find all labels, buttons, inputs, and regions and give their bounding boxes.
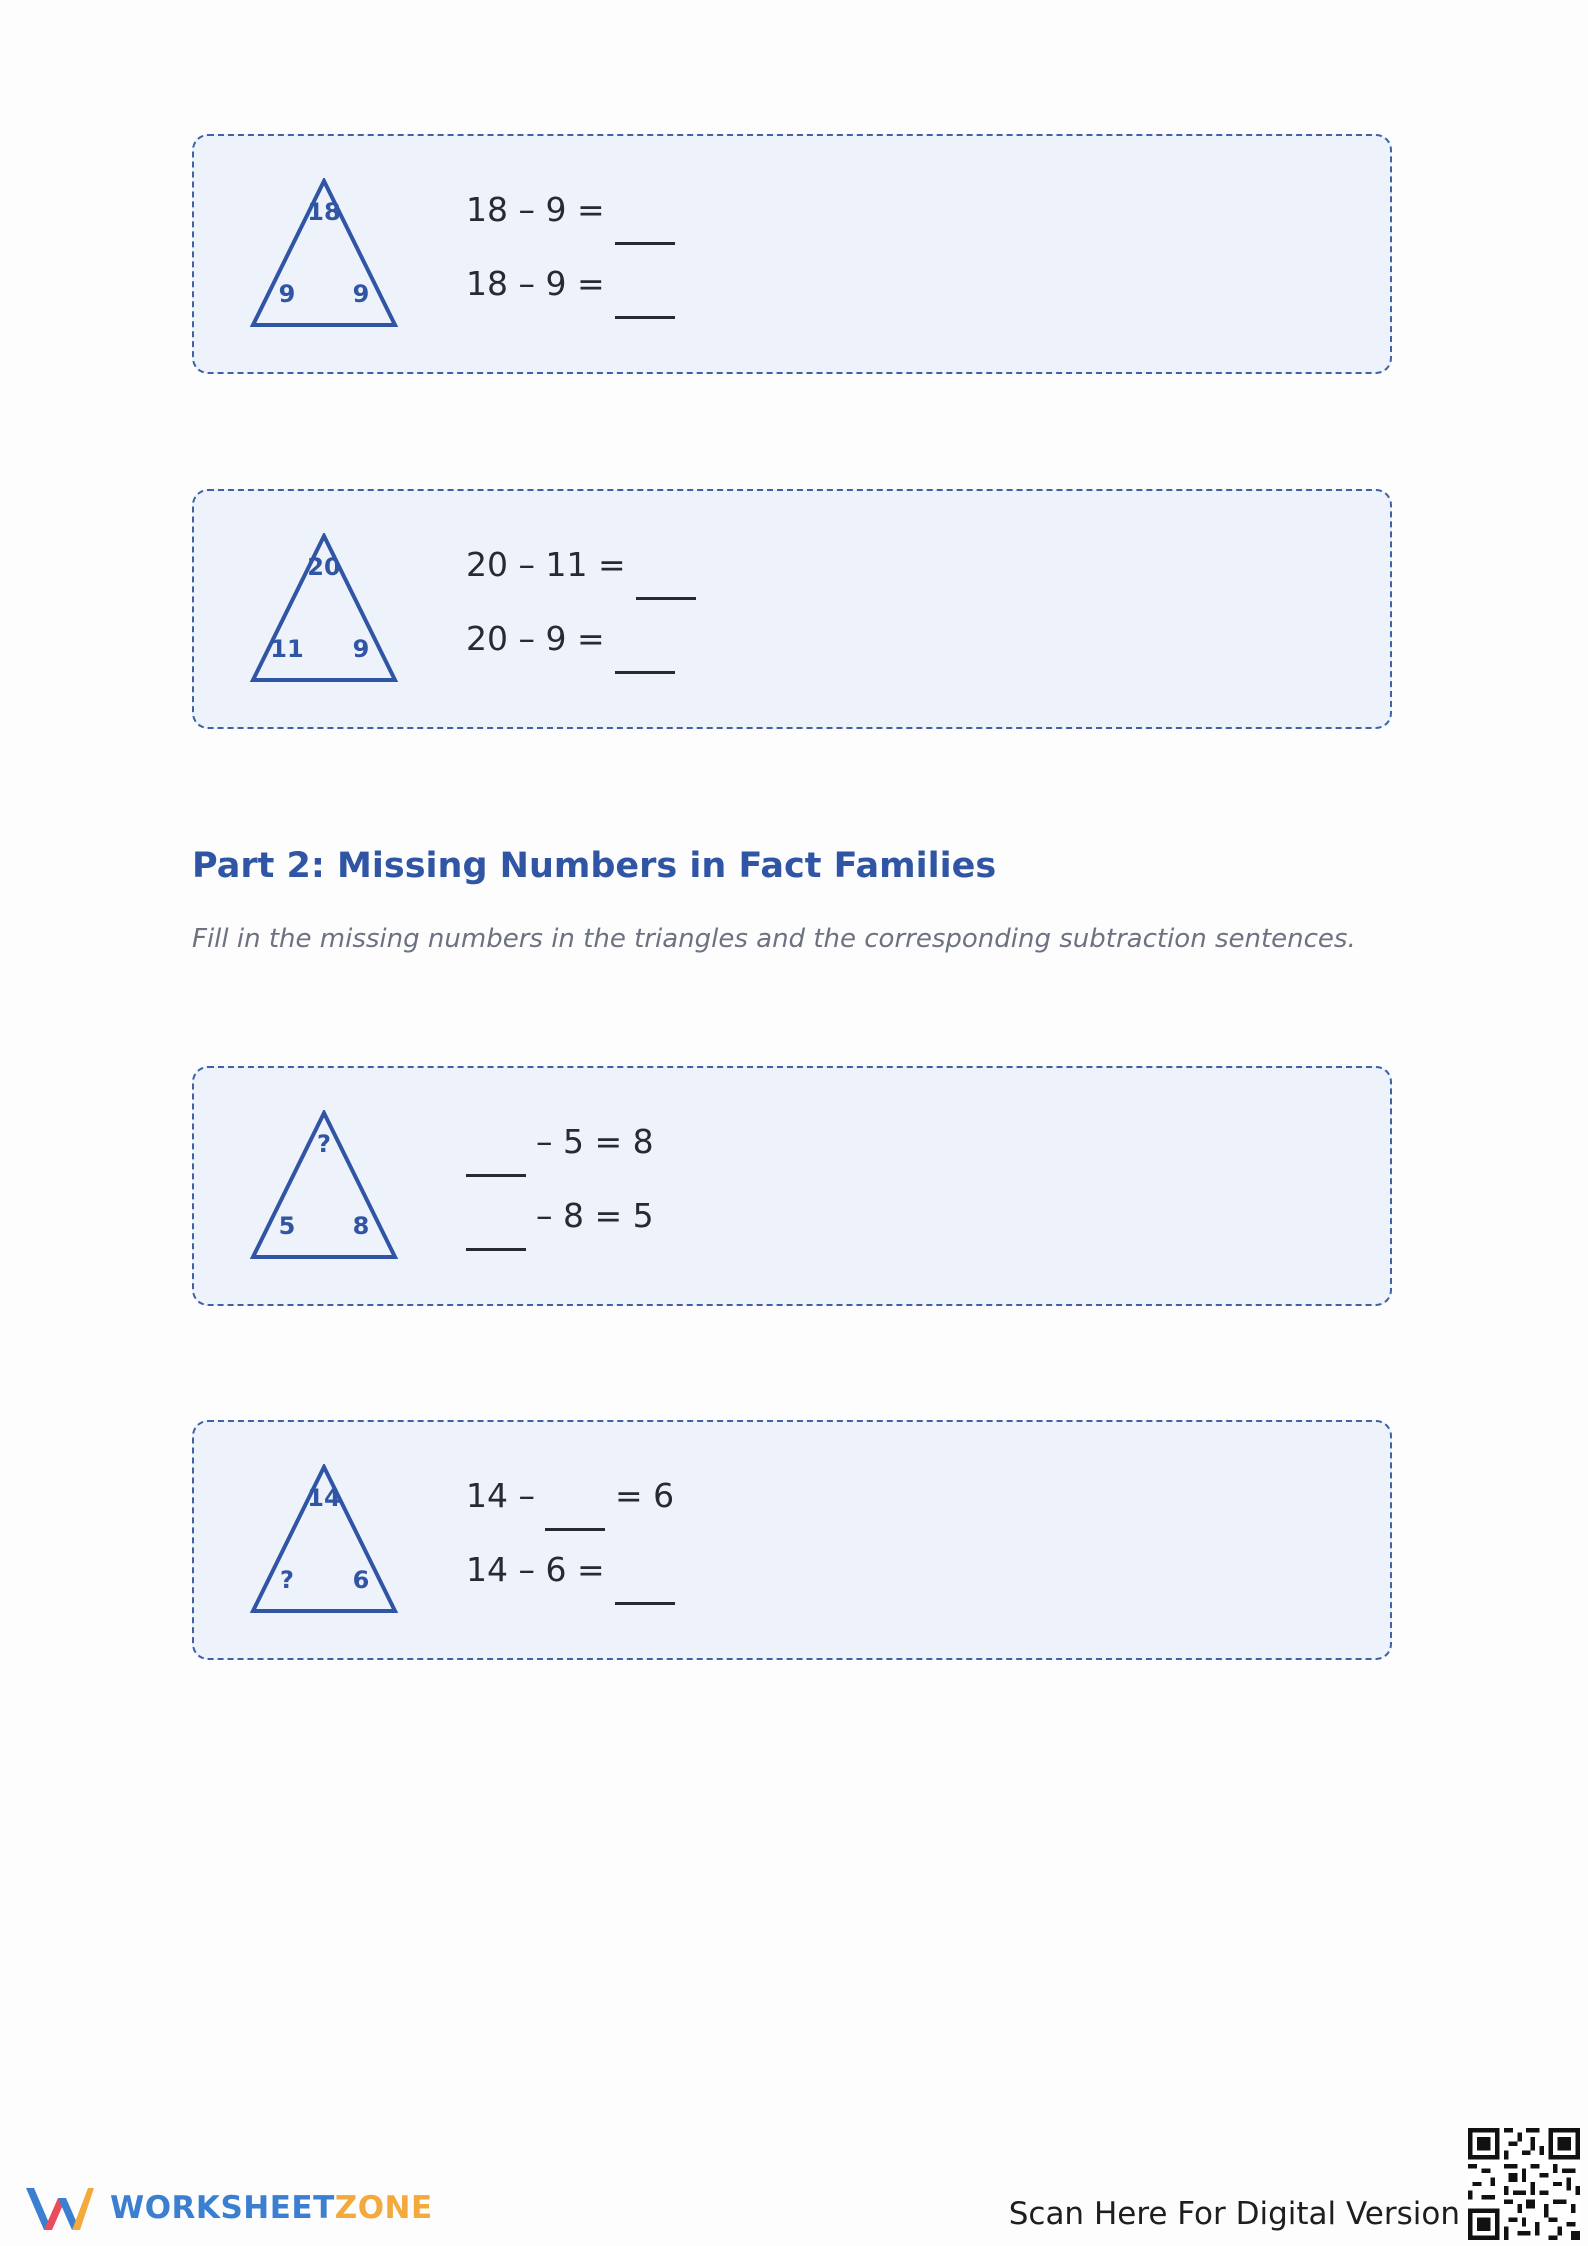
triangle-left-number: 9 (278, 280, 296, 308)
triangle-right-number: 8 (352, 1212, 370, 1240)
equation-line (466, 1474, 674, 1517)
fact-family-card (192, 1420, 1392, 1660)
equation-line (466, 1120, 654, 1163)
equation-text: 20 – 11 = (466, 544, 626, 584)
fact-family-card (192, 489, 1392, 729)
triangle-left-number: 11 (270, 635, 304, 663)
triangle-top-number: 20 (307, 553, 341, 581)
scan-caption: Scan Here For Digital Version (1008, 2196, 1460, 2232)
equation-line (466, 1194, 654, 1237)
equation-text: 18 – 9 = (466, 263, 605, 303)
triangle-right-number: 9 (352, 635, 370, 663)
equation-text: 14 – (466, 1475, 535, 1515)
equation-line (466, 188, 675, 231)
answer-blank[interactable] (466, 1134, 526, 1177)
fact-triangle (249, 1464, 399, 1616)
triangle-left-number: ? (280, 1566, 294, 1594)
fact-family-card (192, 1066, 1392, 1306)
answer-blank[interactable] (636, 557, 696, 600)
equation-line (466, 617, 675, 660)
fact-triangle (249, 533, 399, 685)
fact-family-card (192, 134, 1392, 374)
equation-text: – 8 = 5 (536, 1195, 654, 1235)
answer-blank[interactable] (615, 276, 675, 319)
answer-blank[interactable] (615, 1562, 675, 1605)
equation-line (466, 1548, 675, 1591)
answer-blank[interactable] (615, 631, 675, 674)
answer-blank[interactable] (545, 1488, 605, 1531)
fact-triangle (249, 178, 399, 330)
equation-text: 18 – 9 = (466, 189, 605, 229)
equation-text: – 5 = 8 (536, 1121, 654, 1161)
section-title: Part 2: Missing Numbers in Fact Families (192, 846, 997, 886)
equation-line (466, 543, 696, 586)
triangle-right-number: 9 (352, 280, 370, 308)
section-instructions: Fill in the missing numbers in the triangles and the corresponding subtraction sentences. (192, 924, 1356, 954)
triangle-top-number: ? (317, 1130, 331, 1158)
equation-text: = 6 (614, 1475, 675, 1515)
triangle-top-number: 14 (307, 1484, 341, 1512)
fact-triangle (249, 1110, 399, 1262)
worksheetzone-logo-icon (22, 2180, 94, 2236)
worksheetzone-logo[interactable] (22, 2180, 433, 2236)
answer-blank[interactable] (466, 1208, 526, 1251)
qr-code-icon[interactable] (1468, 2128, 1580, 2240)
triangle-top-number: 18 (307, 198, 341, 226)
logo-text (110, 2190, 433, 2226)
triangle-left-number: 5 (278, 1212, 296, 1240)
equation-text: 20 – 9 = (466, 618, 605, 658)
answer-blank[interactable] (615, 202, 675, 245)
equation-text: 14 – 6 = (466, 1549, 605, 1589)
equation-line (466, 262, 675, 305)
logo-text-worksheet: WORKSHEET (110, 2190, 335, 2226)
logo-text-zone: ZONE (334, 2190, 433, 2226)
triangle-right-number: 6 (352, 1566, 370, 1594)
